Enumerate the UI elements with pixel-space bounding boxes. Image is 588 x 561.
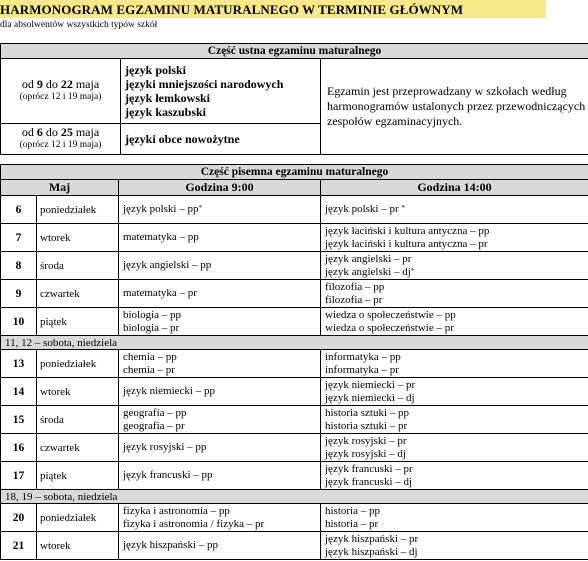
exam-entry: filozofia – pr [325,293,383,306]
weekday: poniedziałek [37,504,119,532]
oral-date-note: (oprócz 12 i 19 maja) [19,92,102,102]
day-number: 9 [1,280,37,308]
morning-exams [119,224,321,252]
day-number: 7 [1,224,37,252]
morning-exams [119,378,321,406]
day-number: 10 [1,308,37,336]
exam-entry: język łaciński i kultura antyczna – pp [325,225,490,237]
afternoon-exams [321,406,588,434]
afternoon-exams [321,196,588,224]
morning-exams [119,196,321,224]
exam-entry: język angielski – pr [325,253,412,265]
page-subtitle: dla absolwentów wszystkich typów szkół [0,20,158,30]
col-month-header: Maj [1,180,119,196]
exam-entry: filozofia – pp [325,281,385,293]
oral-header: Część ustna egzaminu maturalnego [1,44,588,59]
schedule-row [1,378,588,406]
exam-entry: język hiszpański – pp [123,539,219,552]
weekend-separator-row [1,336,588,350]
date-to: 22 [60,77,73,91]
exam-entry: język hiszpański – pr [325,533,419,545]
morning-exams [119,252,321,280]
morning-exams [119,350,321,378]
oral-subjects-cell [121,59,321,124]
exam-entry: język angielski – pp [123,259,212,272]
day-number: 17 [1,462,37,490]
exam-entry: informatyka – pp [325,351,401,363]
weekday: środa [37,406,119,434]
day-number: 21 [1,532,37,560]
written-header-row [1,165,588,180]
weekday: poniedziałek [37,196,119,224]
oral-subject: język kaszubski [125,105,207,119]
weekday: czwartek [37,434,119,462]
weekend-label: 18, 19 – sobota, niedziela [1,490,588,504]
exam-entry: język angielski – dj* [325,265,415,278]
afternoon-exams [321,224,588,252]
schedule-row [1,350,588,378]
exam-entry: język rosyjski – dj [325,447,406,460]
exam-entry: chemia – pr [123,363,175,376]
schedule-row [1,224,588,252]
morning-exams [119,406,321,434]
oral-date-cell [1,59,121,124]
afternoon-exams [321,280,588,308]
exam-entry: język łaciński i kultura antyczna – pr [325,237,488,250]
exam-entry: geografia – pp [123,407,187,419]
afternoon-exams [321,350,588,378]
oral-date-note: (oprócz 12 i 19 maja) [19,140,102,150]
exam-entry: język niemiecki – dj [325,391,415,404]
weekday: wtorek [37,224,119,252]
morning-exams [119,308,321,336]
exam-entry: język francuski – pp [123,469,213,482]
exam-entry: język niemiecki – pp [123,385,215,398]
oral-subjects-cell [121,124,321,155]
exam-entry: język rosyjski – pp [123,441,207,454]
morning-exams [119,504,321,532]
day-number: 13 [1,350,37,378]
afternoon-exams [321,378,588,406]
exam-entry: wiedza o społeczeństwie – pr [325,321,454,334]
weekend-separator-row [1,490,588,504]
day-number: 15 [1,406,37,434]
afternoon-exams [321,434,588,462]
day-number: 16 [1,434,37,462]
page-title: HARMONOGRAM EGZAMINU MATURALNEGO W TERMINIE GŁÓWNYM [0,2,464,17]
weekday: wtorek [37,532,119,560]
exam-entry: biologia – pp [123,309,182,321]
exam-entry: język francuski – dj [325,475,413,488]
exam-entry: historia sztuki – pp [325,407,410,419]
written-header: Część pisemna egzaminu maturalnego [1,165,588,180]
oral-date-range: od 6 do 25 maja [21,125,100,139]
oral-date-cell [1,124,121,155]
exam-entry: matematyka – pp [123,231,199,244]
weekday: piątek [37,462,119,490]
weekday: piątek [37,308,119,336]
schedule-row [1,462,588,490]
morning-exams [119,280,321,308]
date-from: 9 [36,77,43,91]
footnote-mark: * [410,266,415,275]
morning-exams [119,462,321,490]
oral-row [1,59,588,124]
exam-entry: biologia – pr [123,321,180,334]
day-number: 8 [1,252,37,280]
exam-entry: historia – pr [325,517,379,530]
afternoon-exams [321,308,588,336]
exam-entry: wiedza o społeczeństwie – pp [325,309,456,321]
column-header-row [1,180,588,196]
schedule-row [1,504,588,532]
weekday: poniedziałek [37,350,119,378]
exam-entry: język niemiecki – pr [325,379,416,391]
day-number: 14 [1,378,37,406]
afternoon-exams [321,252,588,280]
exam-entry: matematyka – pr [123,287,197,300]
date-from: 6 [36,125,43,139]
schedule-row [1,434,588,462]
schedule-row [1,196,588,224]
col-am-header: Godzina 9:00 [119,180,321,196]
col-pm-header: Godzina 14:00 [321,180,588,196]
schedule-row [1,280,588,308]
day-number: 6 [1,196,37,224]
exam-entry: historia – pp [325,505,380,517]
oral-description: Egzamin jest przeprowadzany w szkołach według harmonogramów ustalonych przez przewodniczących zespołów egzaminacyjnych. [321,59,588,155]
oral-date-range: od 9 do 22 maja [21,77,100,91]
exam-entry: historia sztuki – pr [325,419,408,432]
day-number: 20 [1,504,37,532]
schedule-row [1,406,588,434]
oral-header-row [1,44,588,59]
exam-entry: język rosyjski – pr [325,435,407,447]
schedule-row [1,532,588,560]
footnote-mark: * [401,204,405,213]
schedule-row [1,252,588,280]
exam-entry: informatyka – pr [325,363,399,376]
footnote-mark: * [198,204,202,213]
oral-exam-table [0,43,588,155]
weekday: wtorek [37,378,119,406]
oral-subject: języki obce nowożytne [125,132,240,146]
weekday: środa [37,252,119,280]
morning-exams [119,434,321,462]
weekday: czwartek [37,280,119,308]
oral-subject: języki mniejszości narodowych [125,77,284,91]
weekend-label: 11, 12 – sobota, niedziela [1,336,588,350]
exam-entry: fizyka i astronomia – pp [123,505,230,517]
afternoon-exams [321,462,588,490]
written-exam-table [0,164,588,560]
date-to: 25 [60,125,73,139]
morning-exams [119,532,321,560]
exam-entry: język polski – pp* [123,203,202,216]
exam-entry: język polski – pr * [325,203,405,216]
afternoon-exams [321,532,588,560]
exam-entry: język francuski – pr [325,463,413,475]
exam-entry: język hiszpański – dj [325,545,418,558]
afternoon-exams [321,504,588,532]
exam-entry: geografia – pr [123,419,185,432]
oral-subject: język polski [125,63,187,77]
exam-entry: fizyka i astronomia / fizyka – pr [123,517,265,530]
schedule-row [1,308,588,336]
exam-entry: chemia – pp [123,351,177,363]
oral-subject: język łemkowski [125,91,210,105]
